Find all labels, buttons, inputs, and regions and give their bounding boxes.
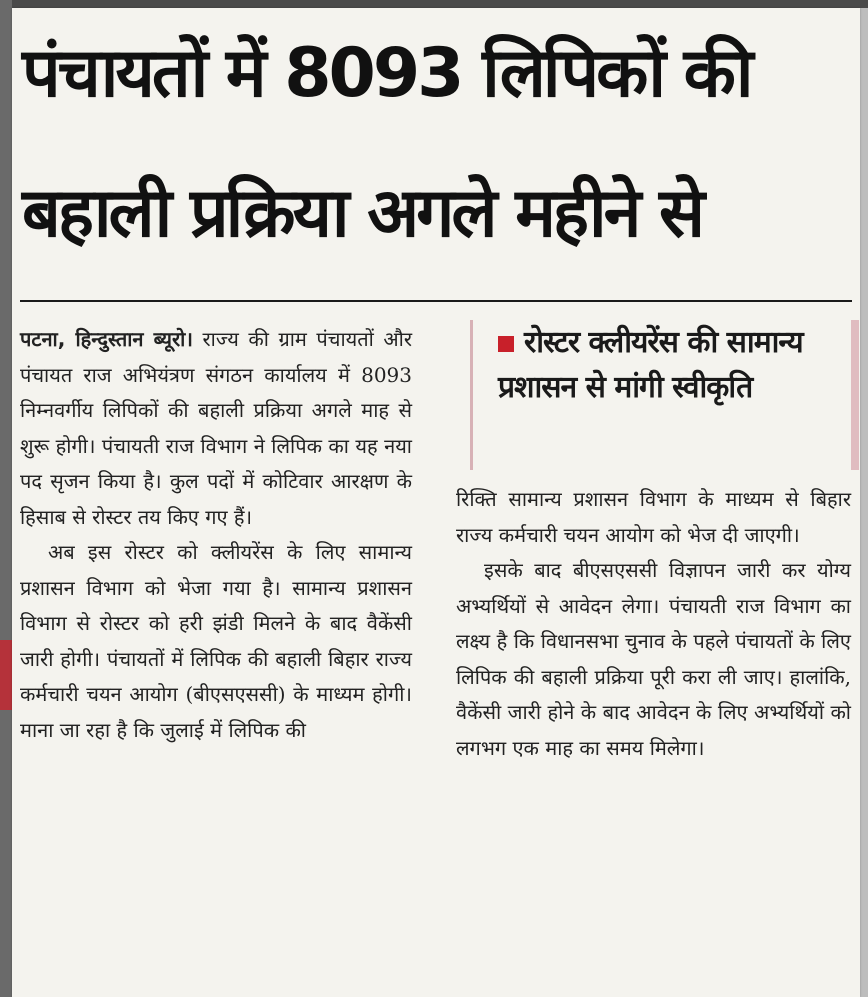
left-paragraph-1-text: राज्य की ग्राम पंचायतों और पंचायत राज अभियंत्रण संगठन कार्यालय में 8093 निम्नवर्गीय लिपिकों की बहाली प्रक्रिया अगले माह से शुरू होगी। पंचायती राज विभाग ने लिपिक का यह नया पद सृजन किया है। कुल पदों में कोटिवार आरक्षण के हिसाब से रोस्टर तय किए गए हैं। <box>20 327 413 529</box>
top-frame-edge <box>0 0 868 8</box>
headline-line-2: बहाली प्रक्रिया अगले महीने से <box>22 174 702 253</box>
subheadline-text: रोस्टर क्लीयरेंस की सामान्य प्रशासन से मांगी स्वीकृति <box>498 325 803 405</box>
headline-line-1: पंचायतों में 8093 लिपिकों की <box>22 34 751 113</box>
left-frame-edge <box>0 0 12 997</box>
left-paragraph-2: अब इस रोस्टर को क्लीयरेंस के लिए सामान्य प्रशासन विभाग को भेजा गया है। सामान्य प्रशासन विभाग से रोस्टर को हरी झंडी मिलने के बाद वैकेंसी जारी होगी। पंचायतों में लिपिक की बहाली बिहार राज्य कर्मचारी चयन आयोग (बीएसएससी) के माध्यम होगी। माना जा रहा है कि जुलाई में लिपिक की <box>20 540 412 742</box>
headline-divider <box>20 300 852 302</box>
right-paragraph-2: इसके बाद बीएसएससी विज्ञापन जारी कर योग्य अभ्यर्थियों से आवेदन लेगा। पंचायती राज विभाग का लक्ष्य है कि विधानसभा चुनाव के पहले पंचायतों के लिए लिपिक की बहाली प्रक्रिया पूरी करा ली जाए। हालांकि, वैकेंसी जारी होने के बाद आवेदन के लिए अभ्यर्थियों को लगभग एक माह का समय मिलेगा। <box>456 558 851 760</box>
article-right-column <box>456 482 851 766</box>
bullet-square-icon <box>498 336 514 352</box>
adjacent-article-edge <box>0 640 12 710</box>
left-paragraph-1 <box>20 322 412 535</box>
article-left-column <box>20 322 412 748</box>
right-paragraph-1: रिक्ति सामान्य प्रशासन विभाग के माध्यम से बिहार राज्य कर्मचारी चयन आयोग को भेज दी जाएगी। <box>456 487 851 547</box>
subheadline <box>498 320 838 410</box>
dateline: पटना, हिन्दुस्तान ब्यूरो। <box>20 327 193 351</box>
